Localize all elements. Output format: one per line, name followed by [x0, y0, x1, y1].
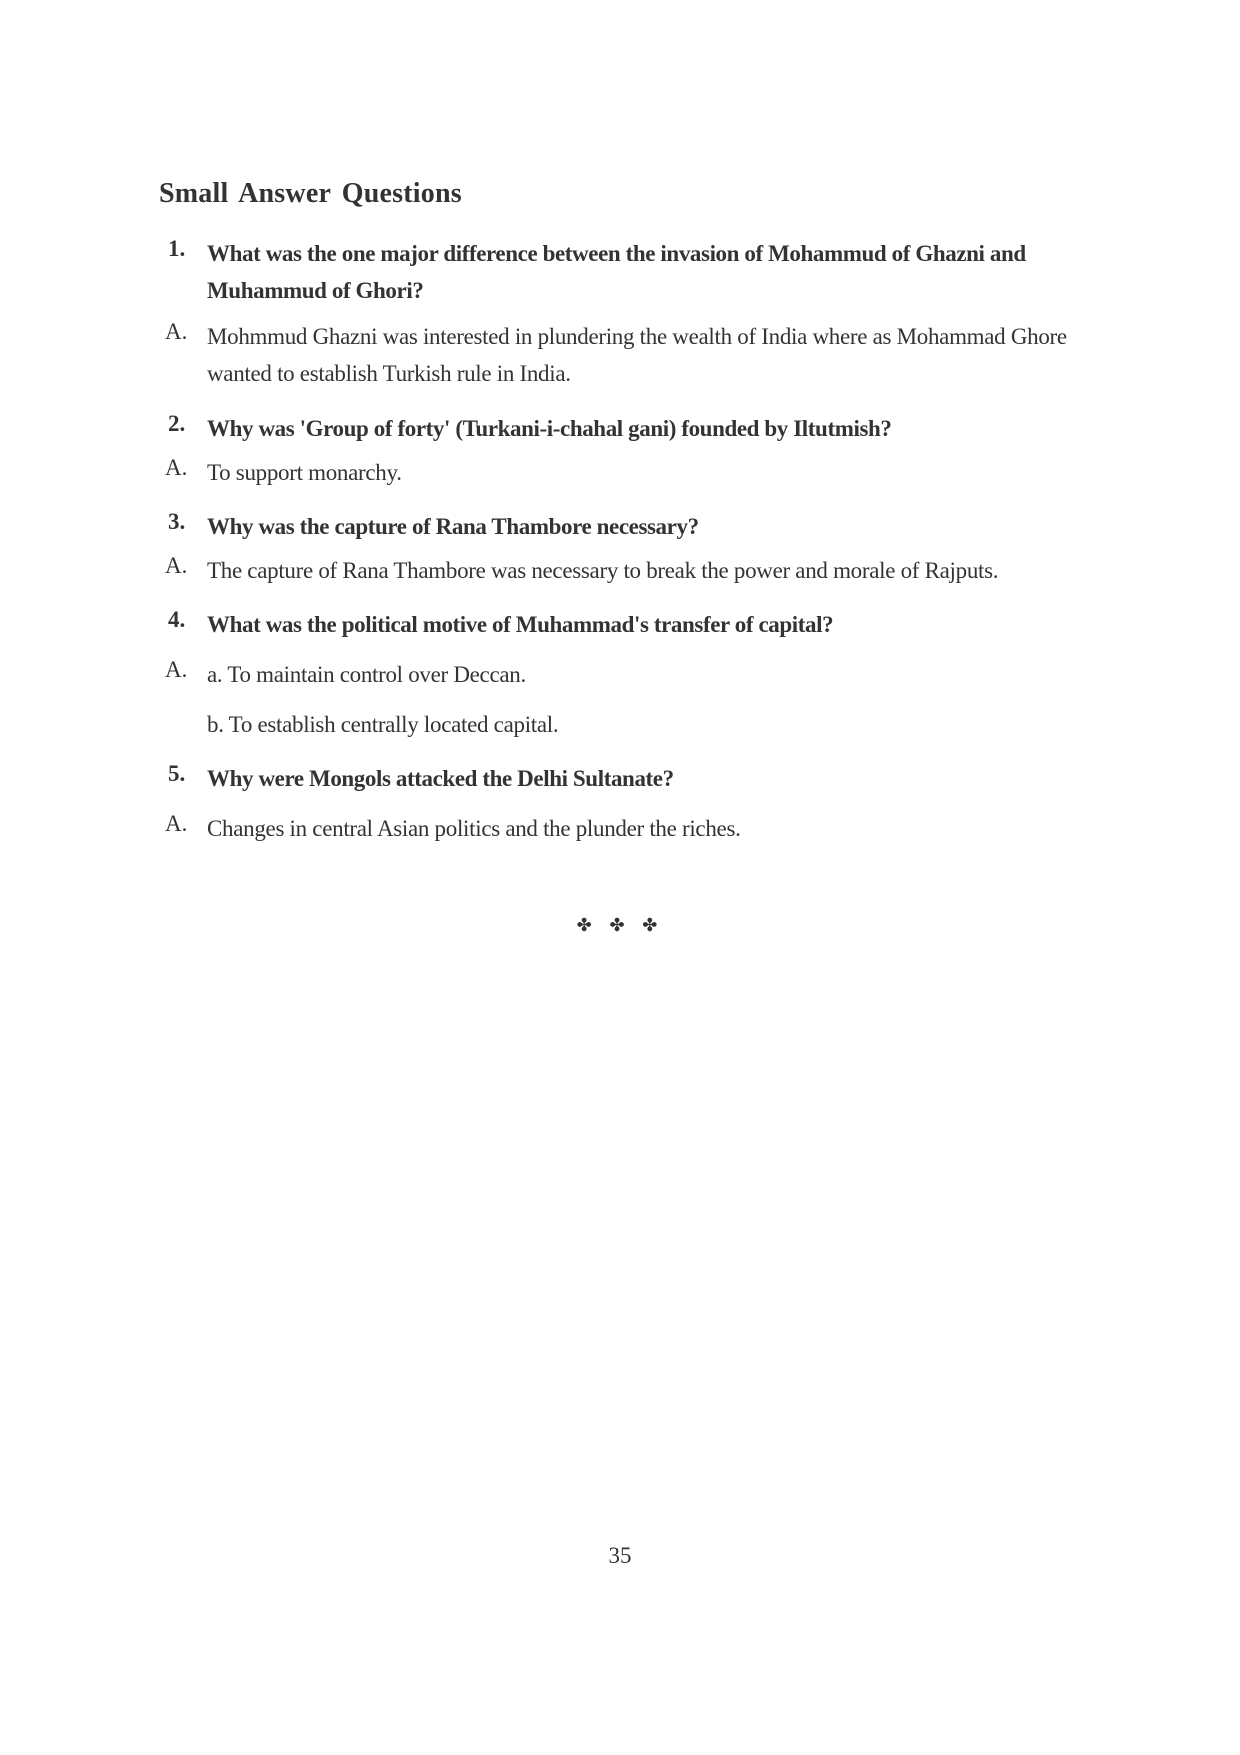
question-number: 3.	[168, 509, 186, 534]
question-number: 5.	[168, 761, 186, 786]
question-number: 1.	[168, 236, 186, 261]
question-text: Why was 'Group of forty' (Turkani-i-chahal gani) founded by Iltutmish?	[207, 416, 892, 441]
question-text: Why were Mongols attacked the Delhi Sultanate?	[207, 766, 674, 791]
answer-part-a: a. To maintain control over Deccan.	[207, 662, 526, 687]
answer-marker: A.	[165, 811, 188, 836]
answer-marker: A.	[165, 319, 188, 344]
answer-marker: A.	[165, 553, 188, 578]
question-number: 2.	[168, 411, 186, 436]
answer-text: Changes in central Asian politics and the plunder the riches.	[207, 816, 741, 841]
question-text: Why was the capture of Rana Thambore necessary?	[207, 514, 699, 539]
section-end-ornament: ✤ ✤ ✤	[576, 915, 664, 936]
answer-text: Mohmmud Ghazni was interested in plundering the wealth of India where as Mohammad Ghore wanted to establish Turkish rule in India.	[207, 324, 1067, 386]
question-number: 4.	[168, 607, 186, 632]
question-text: What was the one major difference between the invasion of Mohammud of Ghazni and Muhammud of Ghori?	[207, 241, 1026, 303]
answer-marker: A.	[165, 455, 188, 480]
answer-text: The capture of Rana Thambore was necessary to break the power and morale of Rajputs.	[207, 558, 999, 583]
answer-marker: A.	[165, 657, 188, 682]
section-title: Small Answer Questions	[159, 178, 462, 209]
page-number: 35	[608, 1543, 632, 1568]
answer-part-b: b. To establish centrally located capital.	[207, 712, 559, 737]
question-text: What was the political motive of Muhammad's transfer of capital?	[207, 612, 834, 637]
answer-text: To support monarchy.	[207, 460, 402, 485]
